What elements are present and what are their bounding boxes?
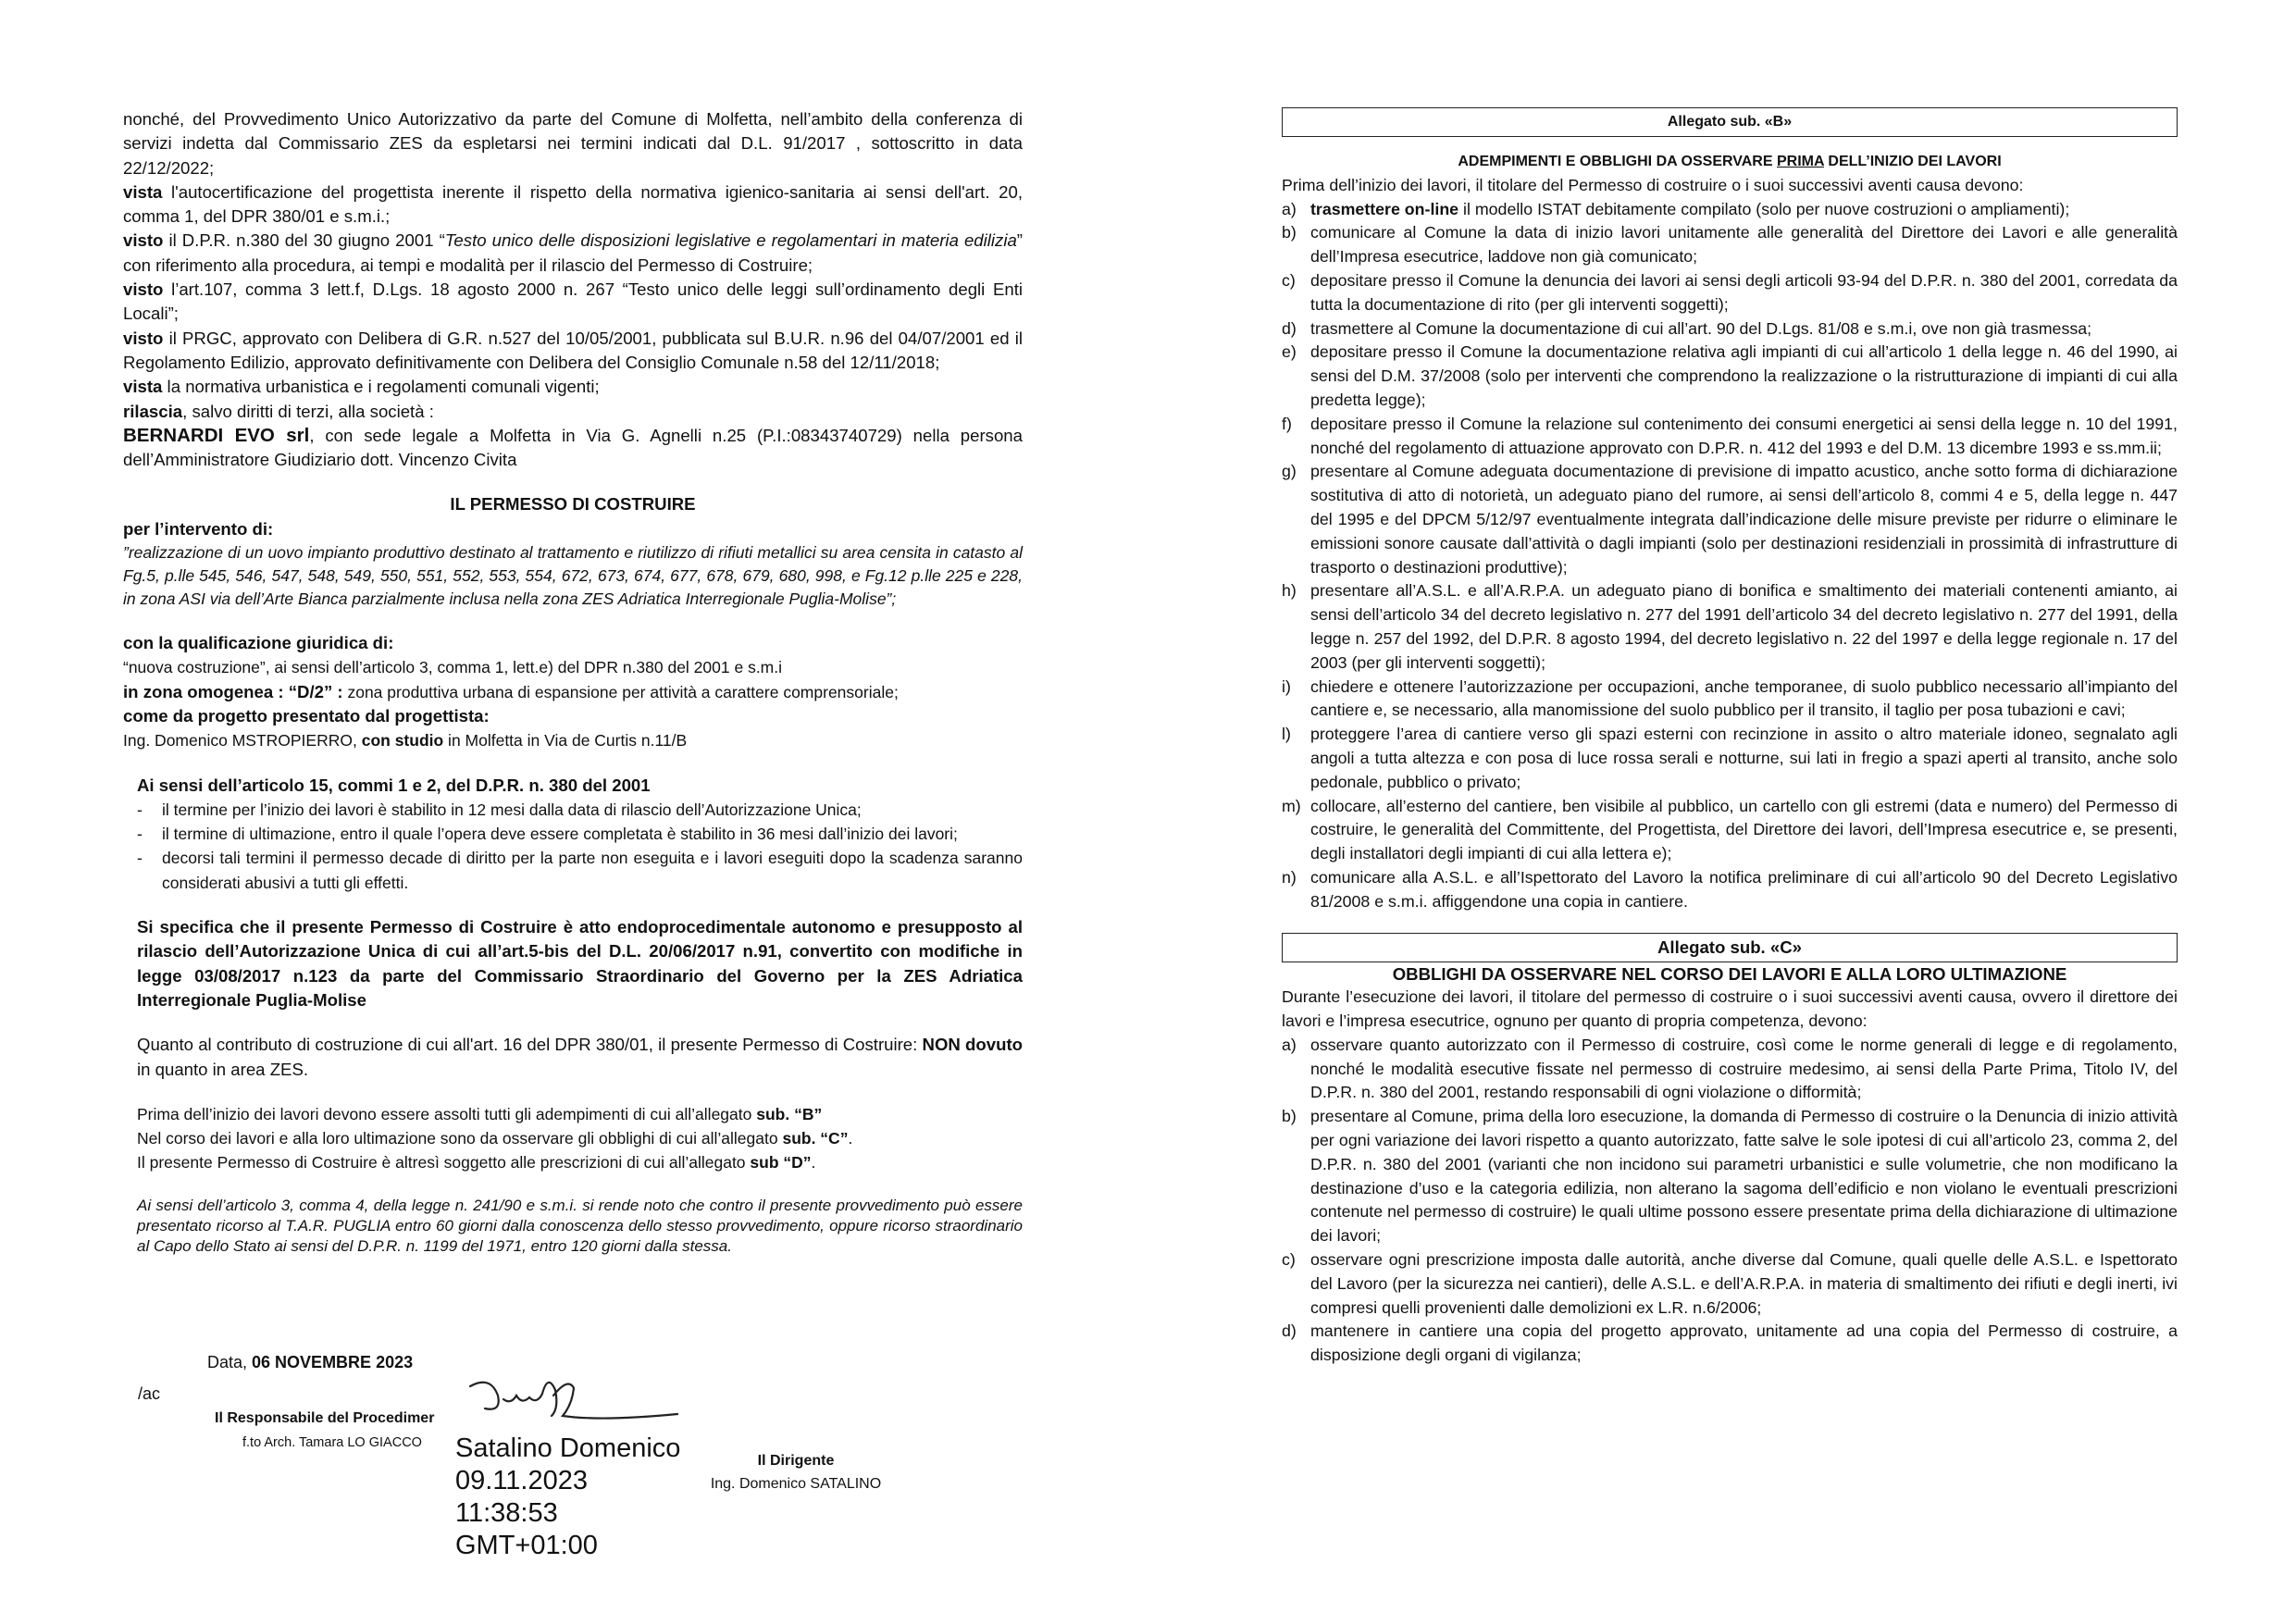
signature-scribble <box>463 1368 685 1433</box>
responsabile-title: Il Responsabile del Procedimer <box>215 1410 435 1426</box>
qualificazione-text: “nuova costruzione”, ai sensi dell’articolo 3, comma 1, lett.e) del DPR n.380 del 2001 e s.m.i <box>123 658 783 677</box>
list-item: - decorsi tali termini il permesso decade di diritto per la parte non eseguita e i lavori eseguiti dopo la scadenza saranno considerati abusivi a tutti gli effetti. <box>126 846 1023 895</box>
visto-tuel: visto l’art.107, comma 3 lett.f, D.Lgs. 18 agosto 2000 n. 267 “Testo unico delle leggi sull’ordinamento degli Enti Locali”; <box>123 279 1023 324</box>
allegati-block <box>123 1102 1023 1175</box>
list-item: e) depositare presso il Comune la documentazione relativa agli impianti di cui all’articolo 1 della legge n. 46 del 1990, ai sensi del D.M. 37/2008 (solo per interventi che comprendono la realizzazione o la ristrutturazione di impianti di cui alla predetta legge); <box>1282 342 2178 409</box>
ac-initials: /ac <box>138 1384 161 1403</box>
allegato-b-ref: Prima dell’inizio dei lavori devono essere assolti tutti gli adempimenti di cui all’allegato sub. “B” <box>137 1104 823 1123</box>
page-title: IL PERMESSO DI COSTRUIRE <box>450 494 696 515</box>
ricorso-paragraph: Ai sensi dell’articolo 3, comma 4, della legge n. 241/90 e s.m.i. si rende noto che contro il presente provvedimento può essere presentato ricorso al T.A.R. PUGLIA entro 60 giorni dalla conoscenza dello stesso provvedimento, oppure ricorso straordinario al Capo dello Stato ai sensi del D.P.R. n. 1199 del 1971, entro 120 giorni dalla stessa. <box>137 1196 1023 1255</box>
company-paragraph: BERNARDI EVO srl, con sede legale a Molfetta in Via G. Agnelli n.25 (P.I.:08343740729) nella persona dell’Amministratore Giudiziario dott. Vincenzo Civita <box>123 424 1023 470</box>
allegato-c-ref: Nel corso dei lavori e alla loro ultimazione sono da osservare gli obblighi di cui all’allegato sub. “C”. <box>137 1129 853 1148</box>
list-item: a) trasmettere on-line il modello ISTAT debitamente compilato (solo per nuove costruzioni o ampliamenti); <box>1282 199 2070 218</box>
digsig-time: 11:38:53 <box>455 1498 558 1528</box>
list-item: c) osservare ogni prescrizione imposta dalle autorità, anche diverse dal Comune, quali quelle delle A.S.L. e Ispettorato del Lavoro (per la sicurezza nei cantieri), delle A.S.L. e dell’A.R.P.A. in materia di smaltimento dei rifiuti e degli inerti, ivi compresi quelli provenienti dalle demolizioni ex L.R. n.6/2006; <box>1282 1250 2178 1317</box>
left-column <box>123 107 1023 1257</box>
digital-signature <box>455 1433 680 1562</box>
digsig-timezone: GMT+01:00 <box>455 1531 598 1560</box>
rilascia: rilascia, salvo diritti di terzi, alla società : <box>123 401 434 421</box>
allegato-b-heading: ADEMPIMENTI E OBBLIGHI DA OSSERVARE PRIMA DELL’INIZIO DEI LAVORI <box>1458 154 2002 169</box>
art15-list <box>123 798 1023 895</box>
vista-normativa: vista la normativa urbanistica e i regolamenti comunali vigenti; <box>123 377 600 397</box>
right-column <box>1282 107 2178 1368</box>
list-item: m) collocare, all’esterno del cantiere, ben visibile al pubblico, un cartello con gli estremi (data e numero) del Permesso di costruire, le generalità del Committente, del Progettista, del Direttore dei lavori, dell’Impresa esecutrice e, se presenti, degli installatori degli impianti di cui alla lettera e); <box>1282 796 2178 863</box>
list-item: a) osservare quanto autorizzato con il Permesso di costruire, così come le norme generali di legge e di regolamento, nonché le modalità esecutive fissate nel permesso di costruire medesimo, ai sensi della Parte Prima, Titolo IV, del D.P.R. n. 380 del 2001, restando responsabili di ogni violazione o difformità; <box>1282 1035 2178 1102</box>
art15-title: Ai sensi dell’articolo 15, commi 1 e 2, del D.P.R. n. 380 del 2001 <box>137 775 651 795</box>
digsig-name: Satalino Domenico <box>455 1433 681 1463</box>
allegato-c-list <box>1282 1034 2178 1368</box>
progettista: Ing. Domenico MSTROPIERRO, con studio in Molfetta in Via de Curtis n.11/B <box>123 731 688 751</box>
vista-autocertificazione: vista l'autocertificazione del progettista inerente il rispetto della normativa igienico-sanitaria ai sensi dell'art. 20, comma 1, del DPR 380/01 e s.m.i.; <box>123 181 1023 227</box>
list-item: i) chiedere e ottenere l’autorizzazione per occupazioni, anche temporanee, di suolo pubblico necessario all’impianto del cantiere e, se necessario, alla manomissione del suolo pubblico per il transito, il taglio per posa tubazioni e cavi; <box>1282 676 2178 720</box>
contributo-paragraph: Quanto al contributo di costruzione di cui all'art. 16 del DPR 380/01, il presente Permesso di Costruire: NON dovuto in quanto in area ZES. <box>137 1035 1023 1079</box>
intervento-label: per l’intervento di: <box>123 518 274 539</box>
list-item: d) trasmettere al Comune la documentazione di cui all’art. 90 del D.Lgs. 81/08 e s.m.i, ove non già trasmessa; <box>1282 318 2092 338</box>
allegato-c-intro: Durante l’esecuzione dei lavori, il titolare del permesso di costruire o i suoi successivi aventi causa, ovvero il direttore dei lavori e l’impresa esecutrice, ognuno per quanto di propria competenza, devono: <box>1282 987 2178 1031</box>
allegato-c-box: Allegato sub. «C» <box>1282 933 2178 962</box>
allegato-b-intro: Prima dell’inizio dei lavori, il titolare del Permesso di costruire o i suoi successivi aventi causa devono: <box>1282 175 2024 194</box>
dirigente-title: Il Dirigente <box>757 1453 835 1469</box>
intro-paragraph: nonché, del Provvedimento Unico Autorizzativo da parte del Comune di Molfetta, nell’ambito della conferenza di servizi indetta dal Commissario ZES da espletarsi nei termini indicati dal D.L. 91/2017 , sottoscritto in data 22/12/2022; <box>123 109 1023 178</box>
progetto-label: come da progetto presentato dal progettista: <box>123 705 490 726</box>
specifica-paragraph: Si specifica che il presente Permesso di Costruire è atto endoprocedimentale autonomo e presupposto al rilascio dell’Autorizzazione Unica di cui all’art.5-bis del D.L. 20/06/2017 n.91, convertito con modifiche in legge 03/08/2017 n.123 da parte del Commissario Straordinario del Governo per la ZES Adriatica Interregionale Puglia-Molise <box>137 917 1023 1010</box>
list-item: n) comunicare alla A.S.L. e all’Ispettorato del Lavoro la notifica preliminare di cui all’articolo 90 del Decreto Legislativo 81/2008 e s.m.i. affiggendone una copia in cantiere. <box>1282 867 2178 911</box>
visto-prgc: visto il PRGC, approvato con Delibera di G.R. n.527 del 10/05/2001, pubblicata sul B.U.R. n.96 del 04/07/2001 ed il Regolamento Edilizio, approvato definitivamente con Delibera del Consiglio Comunale n.58 del 12/11/2018; <box>123 328 1023 372</box>
list-item: b) comunicare al Comune la data di inizio lavori unitamente alle generalità del Direttore dei Lavori e alle generalità dell’Impresa esecutrice, laddove non già comunicato; <box>1282 223 2178 267</box>
list-item: c) depositare presso il Comune la denuncia dei lavori ai sensi degli articoli 93-94 del D.P.R. n. 380 del 2001, corredata da tutta la documentazione di rito (per gli interventi soggetti); <box>1282 270 2178 314</box>
list-item: d) mantenere in cantiere una copia del progetto approvato, unitamente ad una copia del Permesso di costruire, a disposizione degli organi di vigilanza; <box>1282 1321 2178 1365</box>
visto-dpr-380: visto il D.P.R. n.380 del 30 giugno 2001 “Testo unico delle disposizioni legislative e regolamentari in materia edilizia” con riferimento alla procedura, ai tempi e modalità per il rilascio del Permesso di Costruire; <box>123 230 1023 275</box>
allegato-c-heading: OBBLIGHI DA OSSERVARE NEL CORSO DEI LAVORI E ALLA LORO ULTIMAZIONE <box>1392 963 2067 984</box>
list-item: h) presentare all’A.S.L. e all’A.R.P.A. un adeguato piano di bonifica e smaltimento dei materiali contenenti amianto, ai sensi dell’articolo 34 del decreto legislativo n. 277 del 1991 dell’articolo 34 del decreto legislativo n. 277 del 1991, della legge n. 257 del 1992, del D.P.R. 8 agosto 1994, del decreto legislativo n. 22 del 1997 e della legge regionale n. 17 del 2003 (per gli interventi soggetti); <box>1282 581 2178 672</box>
list-item: - il termine per l’inizio dei lavori è stabilito in 12 mesi dalla data di rilascio dell’Autorizzazione Unica; <box>126 798 1023 822</box>
digsig-date: 09.11.2023 <box>455 1466 588 1495</box>
list-item: l) proteggere l’area di cantiere verso gli spazi esterni con recinzione in assito o altro materiale idoneo, segnalato agli angoli a tutta altezza e con posa di luce rossa serali e notturne, sui lati in fregio a spazi aperti al transito, anche solo pedonale, pubblico o privato; <box>1282 725 2178 791</box>
dirigente-name: Ing. Domenico SATALINO <box>710 1476 882 1492</box>
responsabile-name: f.to Arch. Tamara LO GIACCO <box>242 1435 422 1450</box>
list-item: f) depositare presso il Comune la relazione sul contenimento dei consumi energetici ai sensi della legge n. 10 del 1991, nonché del regolamento di attuazione approvato con D.P.R. n. 412 del 1993 e del D.M. 13 dicembre 1993 e ss.mm.ii; <box>1282 414 2178 457</box>
list-item: b) presentare al Comune, prima della loro esecuzione, la domanda di Permesso di costruire o la Denuncia di inizio attività per ogni variazione dei lavori rispetto a quanto autorizzato, fatte salve le sole ipotesi di cui all’articolo 23, comma 2, del D.P.R. n. 380 del 2001 (varianti che non incidono sui parametri urbanistici e sulle volumetrie, che non modificano la destinazione d’uso e la categoria edilizia, non alterano la sagoma dell’edificio e non violano le eventuali prescrizioni contenute nel permesso di costruire) le quali ultime possono essere presentate prima della dichiarazione di ultimazione dei lavori; <box>1282 1107 2178 1246</box>
list-item: g) presentare al Comune adeguata documentazione di previsione di impatto acustico, anche sotto forma di dichiarazione sostitutiva di atto di notorietà, un adeguato piano del rumore, ai sensi dell’articolo 8, commi 4 e 5, della legge n. 447 del 1995 e del DPCM 5/12/97 eventualmente integrata dall’indicazione delle misure previste per ridurre o eliminare le emissioni sonore causate dall’attività o dagli impianti (solo per destinazioni residenziali in prossimità di infrastrutture di trasporto o destinazioni produttive); <box>1282 462 2178 577</box>
intervento-text: ”realizzazione di un uovo impianto produttivo destinato al trattamento e riutilizzo di rifiuti metallici su area censita in catasto al Fg.5, p.lle 545, 546, 547, 548, 549, 550, 551, 552, 553, 554, 672, 673, 674, 677, 678, 679, 680, 998, e Fg.12 p.lle 225 e 228, in zona ASI via dell’Arte Bianca parzialmente inclusa nella zona ZES Adriatica Interregionale Puglia-Molise”; <box>123 543 1023 609</box>
allegato-b-list <box>1282 198 2178 914</box>
allegato-b-box: Allegato sub. «B» <box>1282 107 2178 137</box>
list-item: - il termine di ultimazione, entro il quale l’opera deve essere completata è stabilito in 36 mesi dall’inizio dei lavori; <box>126 822 1023 846</box>
zona-omogenea: in zona omogenea : “D/2” : zona produttiva urbana di espansione per attività a carattere comprensoriale; <box>123 681 899 701</box>
allegato-d-ref: Il presente Permesso di Costruire è altresì soggetto alle prescrizioni di cui all’allegato sub “D”. <box>137 1153 816 1173</box>
date-line: Data, 06 NOVEMBRE 2023 <box>207 1353 414 1371</box>
qualificazione-label: con la qualificazione giuridica di: <box>123 633 394 653</box>
